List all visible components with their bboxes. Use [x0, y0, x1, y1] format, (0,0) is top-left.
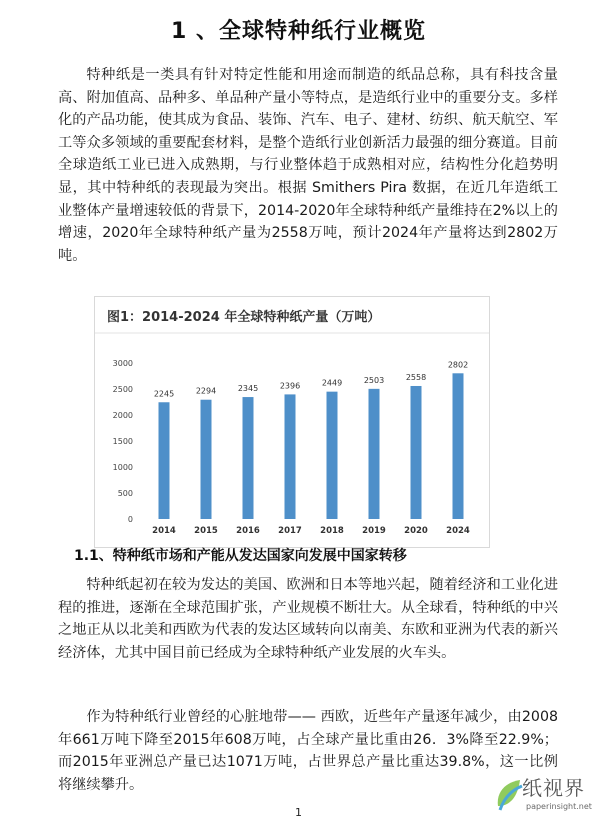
data-label: 2449 — [321, 378, 343, 388]
page-title: 1 、全球特种纸行业概览 — [171, 19, 426, 44]
y-tick-label: 2000 — [112, 411, 133, 420]
logo-url: paperinsight.net — [526, 802, 592, 811]
data-label: 2396 — [279, 381, 301, 391]
x-tick-label: 2018 — [320, 526, 344, 536]
x-tick-label: 2014 — [152, 526, 176, 536]
data-label: 2294 — [195, 386, 217, 396]
page-number: 1 — [295, 806, 302, 819]
data-label: 2503 — [363, 375, 385, 385]
chart-svg — [95, 297, 489, 547]
intro-paragraph: 特种纸是一类具有针对特定性能和用途而制造的纸品总称，具有科技含量高、附加值高、品种多、单品种产量小等特点，是造纸行业中的重要分支。多样化的产品功能，使其成为食品、装饰、汽车、电子、建材、纺织、航天航空、军工等众多领域的重要配套材料，是整个造纸行业创新活力最强的细分赛道。目前全球造纸工业已进入成熟期，与行业整体趋于成熟相对应，结构性分化趋势明显，其中特种纸的表现最为突出。根据 Smithers Pira 数据，在近几年造纸工业整体产量增速较低的背景下，2014-2020年全球特种纸产量维持在2%以上的增速，2020年全球特种纸产量为2558万吨，预计2024年产量将达到2802万吨。 — [58, 67, 558, 264]
data-label: 2245 — [153, 389, 175, 399]
x-tick-label: 2020 — [404, 526, 428, 536]
section-subheading: 1.1、特种纸市场和产能从发达国家向发展中国家转移 — [74, 548, 407, 564]
logo-text: 纸视界 — [522, 776, 585, 800]
y-tick-label: 3000 — [112, 359, 133, 368]
data-label: 2558 — [405, 372, 427, 382]
y-tick-label: 0 — [127, 515, 133, 524]
western-europe-paragraph: 作为特种纸行业曾经的心脏地带—— 西欧，近些年产量逐年减少，由2008年661万吨下降至2015年608万吨，占全球产量比重由26．3%降至22.9%；而2015年亚洲总产量已达1071万吨，占世界总产量比重达39.8%，这一比例将继续攀升。 — [58, 709, 558, 793]
bar — [159, 402, 170, 519]
market-shift-paragraph: 特种纸起初在较为发达的美国、欧洲和日本等地兴起，随着经济和工业化进程的推进，逐渐在全球范围扩张，产业规模不断壮大。从全球看，特种纸的中兴之地正从以北美和西欧为代表的发达区域转向以南美、东欧和亚洲为代表的新兴经济体，尤其中国目前已经成为全球特种纸产业发展的火车头。 — [58, 577, 558, 661]
bar — [201, 400, 212, 519]
x-tick-label: 2015 — [194, 526, 218, 536]
paperinsight-logo — [494, 770, 594, 824]
bar — [369, 389, 380, 519]
bar — [243, 397, 254, 519]
x-tick-label: 2019 — [362, 526, 386, 536]
leaf-logo-icon — [494, 776, 524, 816]
x-tick-label: 2017 — [278, 526, 302, 536]
bar — [285, 394, 296, 519]
y-tick-label: 1500 — [112, 437, 133, 446]
y-tick-label: 500 — [117, 489, 133, 498]
chart-title: 图1：2014-2024 年全球特种纸产量（万吨） — [107, 310, 381, 325]
bar — [453, 373, 464, 519]
bar — [327, 392, 338, 519]
bar — [411, 386, 422, 519]
production-chart — [94, 296, 490, 548]
x-tick-label: 2016 — [236, 526, 260, 536]
data-label: 2802 — [447, 360, 469, 370]
x-tick-label: 2024 — [446, 526, 470, 536]
data-label: 2345 — [237, 384, 259, 394]
y-tick-label: 2500 — [112, 385, 133, 394]
y-tick-label: 1000 — [112, 463, 133, 472]
